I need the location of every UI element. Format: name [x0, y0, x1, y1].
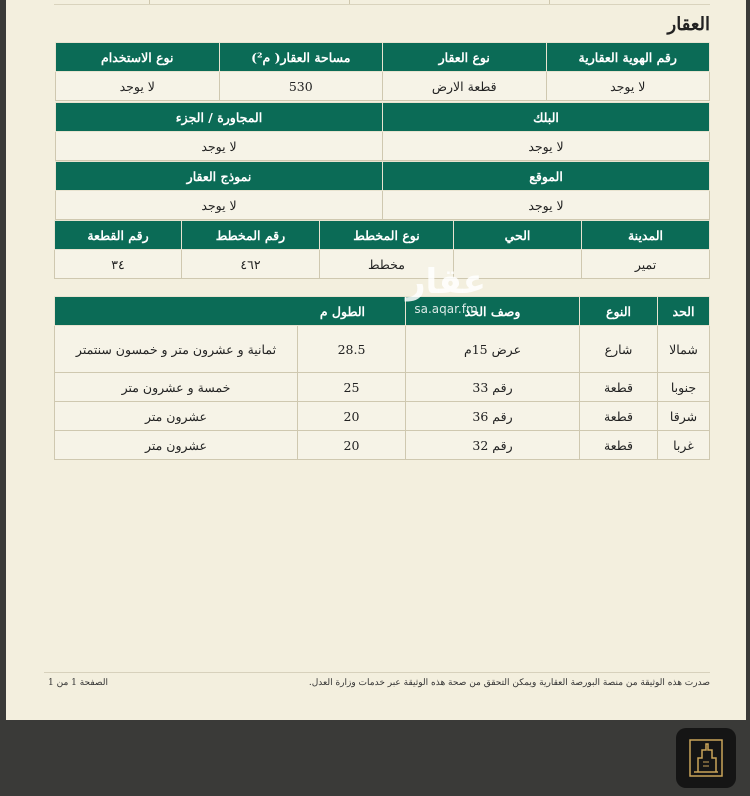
top-table-edge: [54, 0, 710, 5]
value-location: لا يوجد: [383, 191, 710, 220]
value-city: تمير: [582, 250, 710, 279]
header-boundary-type: النوع: [580, 297, 658, 326]
boundary-direction: جنوبا: [658, 373, 710, 402]
header-location: الموقع: [383, 162, 710, 191]
aqar-app-logo-icon[interactable]: [676, 728, 736, 788]
header-plan-type: نوع المخطط: [320, 221, 454, 250]
boundary-length: 28.5: [298, 326, 406, 373]
boundary-type: شارع: [580, 326, 658, 373]
header-neighborhood-part: المجاورة / الجزء: [56, 103, 383, 132]
boundary-description: رقم 33: [406, 373, 580, 402]
table-row: [54, 431, 709, 460]
watermark-logo: عقار: [405, 262, 487, 302]
header-length: الطول م: [54, 297, 405, 326]
value-plan-number: ٤٦٢: [182, 250, 320, 279]
boundary-direction: غربا: [658, 431, 710, 460]
header-district: الحي: [454, 221, 582, 250]
boundary-type: قطعة: [580, 431, 658, 460]
table-row: [54, 326, 709, 373]
value-property-id: لا يوجد: [546, 72, 710, 101]
value-district: [454, 250, 582, 279]
value-property-model: لا يوجد: [56, 191, 383, 220]
header-block: البلك: [383, 103, 710, 132]
boundary-length-words: عشرون متر: [54, 402, 297, 431]
property-table-row1: [55, 42, 710, 101]
header-property-area: مساحة العقار( م²): [219, 43, 383, 72]
value-plan-type: مخطط: [320, 250, 454, 279]
document-page: [6, 0, 746, 720]
watermark-url: sa.aqar.fm: [414, 302, 478, 316]
boundary-length: 20: [298, 431, 406, 460]
value-property-area: 530: [219, 72, 383, 101]
value-usage-type: لا يوجد: [56, 72, 220, 101]
boundary-direction: شرقا: [658, 402, 710, 431]
table-row: [54, 402, 709, 431]
boundary-length-words: عشرون متر: [54, 431, 297, 460]
boundary-length: 20: [298, 402, 406, 431]
header-property-id: رقم الهوية العقارية: [546, 43, 710, 72]
header-boundary: الحد: [658, 297, 710, 326]
boundary-description: رقم 32: [406, 431, 580, 460]
header-property-model: نموذج العقار: [56, 162, 383, 191]
header-boundary-description: وصف الحد: [406, 297, 580, 326]
header-usage-type: نوع الاستخدام: [56, 43, 220, 72]
section-title: العقار: [667, 14, 710, 35]
value-block: لا يوجد: [383, 132, 710, 161]
boundary-type: قطعة: [580, 373, 658, 402]
header-plan-number: رقم المخطط: [182, 221, 320, 250]
property-table-row3: [55, 161, 710, 220]
table-row: [54, 373, 709, 402]
boundary-length: 25: [298, 373, 406, 402]
header-plot-number: رقم القطعة: [55, 221, 182, 250]
boundary-type: قطعة: [580, 402, 658, 431]
boundary-description: رقم 36: [406, 402, 580, 431]
boundary-direction: شمالا: [658, 326, 710, 373]
value-neighborhood-part: لا يوجد: [56, 132, 383, 161]
footer-page-number: الصفحة 1 من 1: [48, 678, 108, 688]
boundaries-table: [54, 296, 710, 460]
footer-disclaimer: صدرت هذه الوثيقة من منصة البورصة العقارية ويمكن التحقق من صحة هذه الوثيقة عبر خدمات وزارة العدل.: [308, 678, 710, 688]
header-city: المدينة: [582, 221, 710, 250]
footer-divider: [44, 672, 710, 673]
boundary-description: عرض 15م: [406, 326, 580, 373]
boundary-length-words: ثمانية و عشرون متر و خمسون سنتمتر: [54, 326, 297, 373]
value-property-type: قطعة الارض: [383, 72, 547, 101]
property-table-row4: [54, 220, 710, 279]
boundary-length-words: خمسة و عشرون متر: [54, 373, 297, 402]
header-property-type: نوع العقار: [383, 43, 547, 72]
value-plot-number: ٣٤: [55, 250, 182, 279]
property-table-row2: [55, 102, 710, 161]
